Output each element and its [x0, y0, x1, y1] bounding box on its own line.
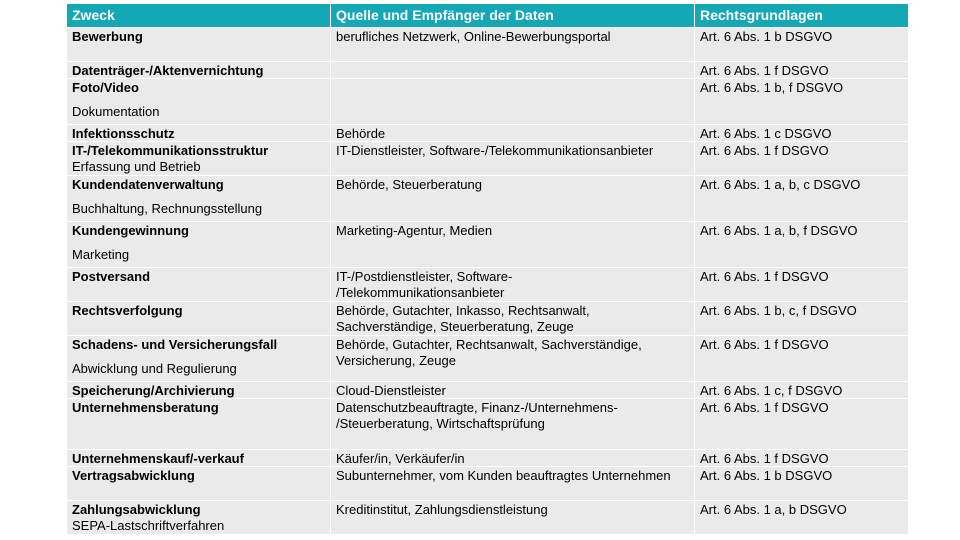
legal-basis-cell: Art. 6 Abs. 1 c, f DSGVO: [700, 383, 843, 398]
table-row: [67, 500, 908, 534]
source-recipient-line: /Telekommunikationsanbieter: [336, 285, 505, 300]
purpose-title: IT-/Telekommunikationsstruktur: [72, 143, 269, 158]
source-recipient-line: Behörde, Gutachter, Rechtsanwalt, Sachverständige,: [336, 337, 642, 352]
purpose-subtitle: Buchhaltung, Rechnungsstellung: [72, 201, 263, 216]
source-recipient-cell: [331, 125, 695, 141]
source-recipient-cell: [331, 399, 695, 449]
purpose-cell: [67, 176, 331, 221]
purpose-title: Vertragsabwicklung: [72, 468, 195, 483]
source-recipient-cell: [331, 176, 695, 221]
source-recipient-line: Marketing-Agentur, Medien: [336, 223, 493, 238]
purpose-subtitle: Marketing: [72, 247, 130, 262]
table-header: [67, 4, 908, 27]
source-recipient-line: berufliches Netzwerk, Online-Bewerbungsportal: [336, 29, 611, 44]
source-recipient-line: Behörde, Steuerberatung: [336, 177, 482, 192]
legal-basis-cell: Art. 6 Abs. 1 f DSGVO: [700, 269, 829, 284]
purpose-title: Bewerbung: [72, 29, 143, 44]
source-recipient-cell: [331, 79, 695, 124]
source-recipient-cell: [331, 222, 695, 267]
source-recipient-cell: [331, 62, 695, 78]
source-recipient-cell: [331, 302, 695, 335]
table-row: [67, 221, 908, 267]
legal-basis-cell: Art. 6 Abs. 1 a, b, c DSGVO: [700, 177, 861, 192]
purpose-title: Rechtsverfolgung: [72, 303, 183, 318]
table-row: [67, 398, 908, 449]
table-row: [67, 61, 908, 78]
purpose-subtitle: Abwicklung und Regulierung: [72, 361, 237, 376]
source-recipient-cell: [331, 450, 695, 466]
source-recipient-line: Behörde, Gutachter, Inkasso, Rechtsanwalt,: [336, 303, 590, 318]
purpose-cell: [67, 382, 331, 398]
table-row: [67, 27, 908, 61]
source-recipient-cell: [331, 28, 695, 61]
source-recipient-line: Sachverständige, Steuerberatung, Zeuge: [336, 319, 574, 334]
purpose-cell: [67, 501, 331, 534]
legal-basis-cell: Art. 6 Abs. 1 a, b DSGVO: [700, 502, 847, 517]
source-recipient-line: Käufer/in, Verkäufer/in: [336, 451, 465, 466]
source-recipient-cell: [331, 336, 695, 381]
table-row: [67, 381, 908, 398]
legal-basis-cell: Art. 6 Abs. 1 b DSGVO: [700, 468, 833, 483]
table-row: [67, 78, 908, 124]
purpose-cell: [67, 336, 331, 381]
source-recipient-line: IT-Dienstleister, Software-/Telekommunikationsanbieter: [336, 143, 654, 158]
source-recipient-cell: [331, 501, 695, 534]
purpose-subtitle: Dokumentation: [72, 104, 160, 119]
purpose-cell: [67, 222, 331, 267]
source-recipient-cell: [331, 382, 695, 398]
source-recipient-line: Subunternehmer, vom Kunden beauftragtes Unternehmen: [336, 468, 671, 483]
purpose-title: Infektionsschutz: [72, 126, 175, 141]
purpose-cell: [67, 62, 331, 78]
source-recipient-line: Versicherung, Zeuge: [336, 353, 456, 368]
table-row: [67, 141, 908, 175]
legal-basis-cell: Art. 6 Abs. 1 f DSGVO: [700, 451, 829, 466]
table-row: [67, 449, 908, 466]
legal-basis-cell: Art. 6 Abs. 1 b, f DSGVO: [700, 80, 844, 95]
source-recipient-cell: [331, 268, 695, 301]
legal-basis-cell: Art. 6 Abs. 1 b DSGVO: [700, 29, 833, 44]
purpose-cell: [67, 125, 331, 141]
purpose-subtitle: Erfassung und Betrieb: [72, 159, 201, 174]
header-legal-basis: Rechtsgrundlagen: [700, 7, 823, 23]
legal-basis-cell: Art. 6 Abs. 1 b, c, f DSGVO: [700, 303, 857, 318]
table-row: [67, 335, 908, 381]
purpose-title: Postversand: [72, 269, 151, 284]
source-recipient-line: Cloud-Dienstleister: [336, 383, 446, 398]
purpose-cell: [67, 28, 331, 61]
purpose-cell: [67, 268, 331, 301]
table-row: [67, 301, 908, 335]
purpose-title: Kundendatenverwaltung: [72, 177, 224, 192]
source-recipient-line: Kreditinstitut, Zahlungsdienstleistung: [336, 502, 548, 517]
purpose-title: Speicherung/Archivierung: [72, 383, 235, 398]
purpose-cell: [67, 467, 331, 500]
table-row: [67, 175, 908, 221]
purpose-title: Schadens- und Versicherungsfall: [72, 337, 278, 352]
purpose-cell: [67, 399, 331, 449]
data-processing-table: [67, 4, 908, 534]
purpose-cell: [67, 79, 331, 124]
legal-basis-cell: Art. 6 Abs. 1 f DSGVO: [700, 337, 829, 352]
table-row: [67, 466, 908, 500]
source-recipient-line: Behörde: [336, 126, 386, 141]
legal-basis-cell: Art. 6 Abs. 1 a, b, f DSGVO: [700, 223, 858, 238]
purpose-title: Kundengewinnung: [72, 223, 189, 238]
purpose-title: Zahlungsabwicklung: [72, 502, 201, 517]
source-recipient-cell: [331, 467, 695, 500]
table-body: [67, 27, 908, 534]
source-recipient-cell: [331, 142, 695, 175]
purpose-title: Datenträger-/Aktenvernichtung: [72, 63, 264, 78]
purpose-title: Foto/Video: [72, 80, 139, 95]
table-row: [67, 267, 908, 301]
purpose-cell: [67, 450, 331, 466]
source-recipient-line: IT-/Postdienstleister, Software-: [336, 269, 513, 284]
source-recipient-line: /Steuerberatung, Wirtschaftsprüfung: [336, 416, 545, 431]
purpose-cell: [67, 302, 331, 335]
purpose-title: Unternehmenskauf/-verkauf: [72, 451, 244, 466]
header-source-recipient: Quelle und Empfänger der Daten: [331, 4, 695, 27]
table-row: [67, 124, 908, 141]
legal-basis-cell: Art. 6 Abs. 1 f DSGVO: [700, 143, 829, 158]
purpose-cell: [67, 142, 331, 175]
legal-basis-cell: Art. 6 Abs. 1 f DSGVO: [700, 63, 829, 78]
legal-basis-cell: Art. 6 Abs. 1 c DSGVO: [700, 126, 832, 141]
purpose-subtitle: SEPA-Lastschriftverfahren: [72, 518, 225, 533]
header-purpose: Zweck: [67, 4, 331, 27]
source-recipient-line: Datenschutzbeauftragte, Finanz-/Unternehmens-: [336, 400, 618, 415]
purpose-title: Unternehmensberatung: [72, 400, 219, 415]
legal-basis-cell: Art. 6 Abs. 1 f DSGVO: [700, 400, 829, 415]
